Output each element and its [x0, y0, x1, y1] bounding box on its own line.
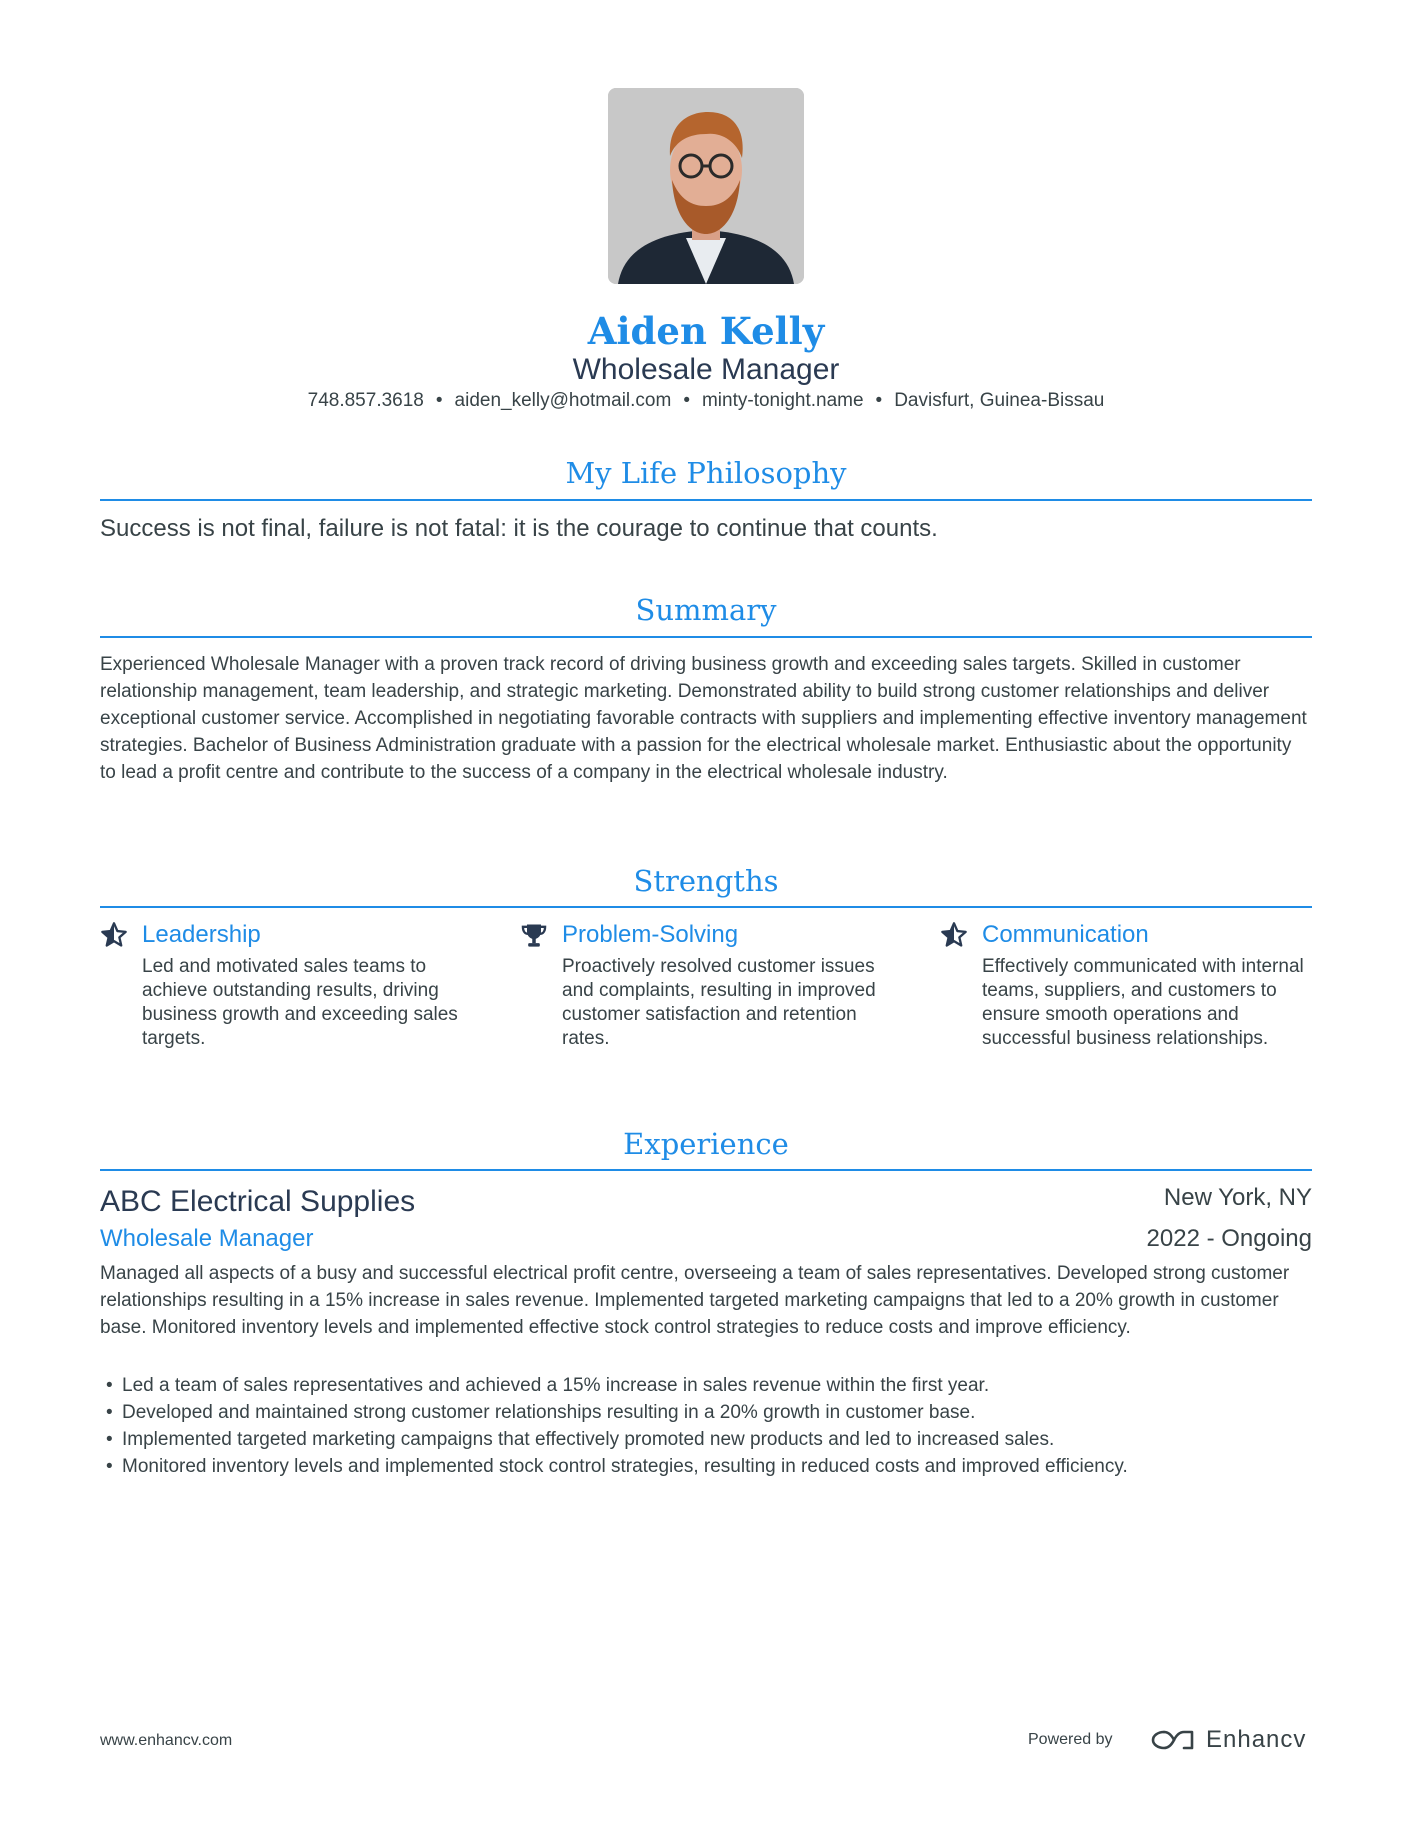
strengths-heading: Strengths — [633, 864, 779, 898]
achievement-item: • Implemented targeted marketing campaigns that effectively promoted new products and led to increased sales. — [100, 1426, 1312, 1453]
section-divider — [100, 1169, 1312, 1171]
profile-photo-illustration — [608, 88, 804, 284]
resume-page — [100, 0, 1312, 1826]
strength-title: Communication — [982, 921, 1149, 948]
philosophy-text: Success is not final, failure is not fatal: it is the courage to continue that counts. — [100, 515, 938, 542]
section-divider — [100, 906, 1312, 908]
achievement-item: • Led a team of sales representatives and achieved a 15% increase in sales revenue within the first year. — [100, 1372, 1312, 1399]
contact-separator: • — [435, 390, 443, 411]
star-icon — [100, 921, 128, 949]
location: Davisfurt, Guinea-Bissau — [894, 390, 1105, 411]
contact-separator: • — [875, 390, 883, 411]
job-description: Managed all aspects of a busy and successful electrical profit centre, overseeing a team of sales representatives. Developed strong customer relationships resulting in a 15% increase in sales revenue. Implemented targeted marketing campaigns that led to a 20% growth in customer base. Monitored inventory levels and implemented effective stock control strategies to reduce costs and improve efficiency. — [100, 1263, 1290, 1338]
strength-title: Leadership — [142, 921, 261, 948]
website[interactable]: minty-tonight.name — [701, 390, 864, 411]
experience-heading: Experience — [623, 1127, 789, 1161]
enhancv-brand-name: Enhancv — [1206, 1726, 1307, 1753]
summary-text: Experienced Wholesale Manager with a proven track record of driving business growth and exceeding sales targets. Skilled in customer relationship management, team leadership, and strategic marketing. Demonstrated ability to build strong customer relationships and deliver exceptional customer service. Accomplished in negotiating favorable contracts with suppliers and implementing effective inventory management strategies. Bachelor of Business Administration graduate with a passion for the electrical wholesale market. Enthusiastic about the opportunity to lead a profit centre and contribute to the success of a company in the electrical wholesale industry. — [100, 654, 1307, 783]
profile-photo — [608, 88, 804, 284]
trophy-icon — [520, 921, 548, 949]
section-divider — [100, 636, 1312, 638]
strength-description: Effectively communicated with internal teams, suppliers, and customers to ensure smooth operations and successful business relationships. — [982, 956, 1304, 1049]
achievement-item: • Monitored inventory levels and implemented stock control strategies, resulting in reduced costs and improved efficiency. — [100, 1453, 1312, 1480]
strength-title: Problem-Solving — [562, 921, 739, 948]
powered-by-label: Powered by — [1028, 1731, 1113, 1748]
strength-description: Led and motivated sales teams to achieve outstanding results, driving business growth and exceeding sales targets. — [142, 956, 458, 1049]
job-dates: 2022 - Ongoing — [1146, 1225, 1312, 1252]
company-name: ABC Electrical Supplies — [100, 1185, 416, 1218]
email[interactable]: aiden_kelly@hotmail.com — [454, 390, 672, 411]
contact-separator: • — [683, 390, 690, 411]
star-icon — [940, 921, 968, 949]
achievement-item: • Developed and maintained strong customer relationships resulting in a 20% growth in customer base. — [100, 1399, 1312, 1426]
summary-heading: Summary — [635, 593, 777, 627]
job-location: New York, NY — [1163, 1184, 1312, 1211]
philosophy-heading: My Life Philosophy — [565, 456, 847, 490]
strength-description: Proactively resolved customer issues and complaints, resulting in improved customer satisfaction and retention rates. — [562, 956, 876, 1049]
contact-line — [100, 387, 1312, 415]
phone: 748.857.3618 — [307, 390, 424, 411]
candidate-title: Wholesale Manager — [572, 353, 840, 386]
enhancv-logo-icon — [1148, 1725, 1196, 1755]
section-divider — [100, 499, 1312, 501]
job-title: Wholesale Manager — [100, 1225, 314, 1252]
footer-website-link[interactable]: www.enhancv.com — [100, 1732, 233, 1749]
candidate-name: Aiden Kelly — [587, 309, 825, 353]
achievement-list — [100, 1372, 1312, 1480]
